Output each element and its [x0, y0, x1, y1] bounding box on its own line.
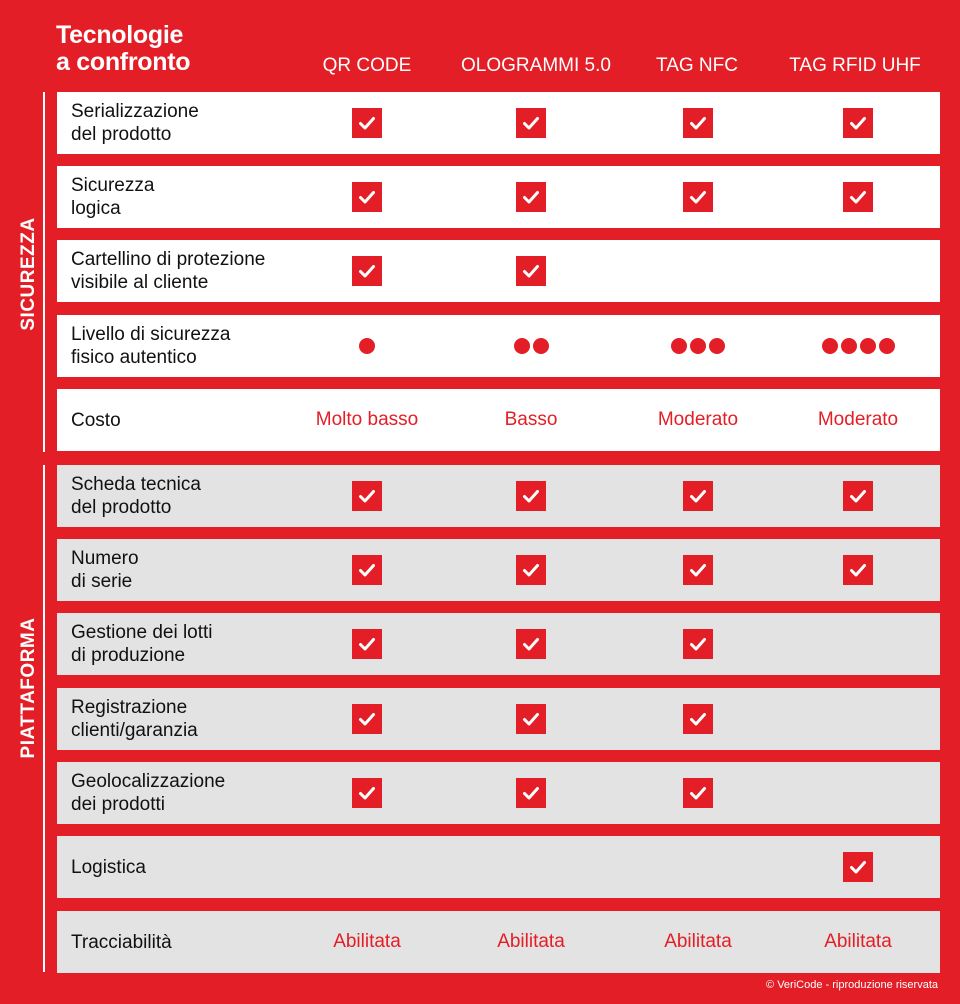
table-cell [613, 836, 783, 898]
table-cell [446, 613, 616, 675]
dot-icon [841, 338, 857, 354]
checkmark-icon [843, 852, 873, 882]
security-level-dots [514, 338, 549, 354]
cell-value: Abilitata [333, 931, 401, 952]
table-cell [773, 315, 943, 377]
table-cell [282, 240, 452, 302]
cell-value: Abilitata [497, 931, 565, 952]
checkmark-icon [352, 555, 382, 585]
table-cell [282, 613, 452, 675]
table-row [57, 92, 940, 154]
table-cell [613, 315, 783, 377]
row-label-text: Serializzazione del prodotto [71, 101, 199, 145]
dot-icon [879, 338, 895, 354]
checkmark-icon [516, 629, 546, 659]
checkmark-icon [352, 629, 382, 659]
checkmark-icon [843, 182, 873, 212]
checkmark-icon [516, 778, 546, 808]
checkmark-icon [516, 704, 546, 734]
checkmark-icon [683, 481, 713, 511]
table-row [57, 315, 940, 377]
table-cell [773, 465, 943, 527]
dot-icon [533, 338, 549, 354]
table-cell [446, 315, 616, 377]
checkmark-icon [843, 108, 873, 138]
section-label-security: SICUREZZA [18, 217, 39, 331]
table-cell [446, 92, 616, 154]
table-cell [773, 836, 943, 898]
checkmark-icon [516, 182, 546, 212]
table-cell [446, 911, 616, 973]
table-row [57, 539, 940, 601]
section-divider-platform [43, 465, 45, 972]
table-cell [446, 389, 616, 451]
row-label-text: Geolocalizzazione dei prodotti [71, 771, 226, 815]
checkmark-icon [352, 704, 382, 734]
table-cell [446, 762, 616, 824]
table-cell [613, 911, 783, 973]
table-cell [613, 166, 783, 228]
checkmark-icon [352, 256, 382, 286]
row-label-text: Livello di sicurezza fisico autentico [71, 324, 231, 368]
table-cell [282, 166, 452, 228]
title-line-2: a confronto [56, 48, 191, 76]
checkmark-icon [352, 481, 382, 511]
section-label-platform: PIATTAFORMA [18, 617, 39, 759]
checkmark-icon [843, 555, 873, 585]
table-cell [773, 762, 943, 824]
table-cell [773, 166, 943, 228]
table-cell [613, 92, 783, 154]
cell-value: Molto basso [315, 409, 419, 430]
cell-value: Moderato [817, 409, 899, 430]
table-cell [282, 465, 452, 527]
column-header-ologrammi: OLOGRAMMI 5.0 [461, 55, 611, 76]
row-label-text: Costo [71, 409, 121, 431]
table-cell [613, 762, 783, 824]
table-cell [282, 762, 452, 824]
table-cell [446, 836, 616, 898]
table-cell [613, 613, 783, 675]
table-cell [282, 92, 452, 154]
table-cell [773, 539, 943, 601]
table-row [57, 240, 940, 302]
page-title [56, 22, 190, 76]
row-label-text: Cartellino di protezione visibile al cliente [71, 249, 266, 293]
table-cell [282, 389, 452, 451]
row-label-text: Tracciabilità [71, 931, 172, 953]
section-divider-security [43, 92, 45, 452]
dot-icon [359, 338, 375, 354]
table-cell [773, 389, 943, 451]
cell-value: Abilitata [824, 931, 892, 952]
table-cell [282, 688, 452, 750]
checkmark-icon [683, 108, 713, 138]
cell-value: Abilitata [664, 931, 732, 952]
table-cell [282, 539, 452, 601]
dot-icon [709, 338, 725, 354]
table-cell [613, 539, 783, 601]
table-cell [613, 389, 783, 451]
column-header-tag-nfc: TAG NFC [656, 55, 738, 76]
table-cell [773, 688, 943, 750]
checkmark-icon [683, 778, 713, 808]
checkmark-icon [683, 555, 713, 585]
table-row [57, 911, 940, 973]
table-row [57, 389, 940, 451]
row-label-text: Logistica [71, 856, 146, 878]
table-cell [446, 240, 616, 302]
row-label-text: Sicurezza logica [71, 175, 155, 219]
table-cell [773, 911, 943, 973]
table-cell [282, 911, 452, 973]
checkmark-icon [843, 481, 873, 511]
row-label-text: Numero di serie [71, 548, 139, 592]
row-label-text: Gestione dei lotti di produzione [71, 622, 213, 666]
table-cell [613, 688, 783, 750]
table-cell [773, 613, 943, 675]
row-label-text: Scheda tecnica del prodotto [71, 474, 201, 518]
table-row [57, 762, 940, 824]
dot-icon [690, 338, 706, 354]
table-cell [446, 166, 616, 228]
checkmark-icon [516, 481, 546, 511]
checkmark-icon [352, 108, 382, 138]
security-level-dots [359, 338, 375, 354]
title-line-1: Tecnologie [56, 21, 184, 49]
table-cell [613, 465, 783, 527]
checkmark-icon [683, 182, 713, 212]
dot-icon [822, 338, 838, 354]
table-cell [446, 688, 616, 750]
checkmark-icon [516, 256, 546, 286]
table-cell [282, 836, 452, 898]
dot-icon [514, 338, 530, 354]
table-cell [613, 240, 783, 302]
table-row [57, 613, 940, 675]
table-cell [446, 539, 616, 601]
column-header-tag-rfid-uhf: TAG RFID UHF [789, 55, 921, 76]
copyright-footer: © VeriCode - riproduzione riservata [766, 979, 938, 991]
security-level-dots [671, 338, 725, 354]
checkmark-icon [352, 182, 382, 212]
cell-value: Basso [504, 409, 558, 430]
dot-icon [671, 338, 687, 354]
row-label-text: Registrazione clienti/garanzia [71, 697, 198, 741]
checkmark-icon [683, 629, 713, 659]
checkmark-icon [352, 778, 382, 808]
cell-value: Moderato [657, 409, 739, 430]
checkmark-icon [683, 704, 713, 734]
table-cell [282, 315, 452, 377]
table-cell [773, 92, 943, 154]
table-row [57, 166, 940, 228]
checkmark-icon [516, 555, 546, 585]
table-row [57, 688, 940, 750]
table-row [57, 836, 940, 898]
checkmark-icon [516, 108, 546, 138]
table-cell [446, 465, 616, 527]
table-row [57, 465, 940, 527]
security-level-dots [822, 338, 895, 354]
table-cell [773, 240, 943, 302]
column-header-qr-code: QR CODE [322, 55, 412, 76]
dot-icon [860, 338, 876, 354]
